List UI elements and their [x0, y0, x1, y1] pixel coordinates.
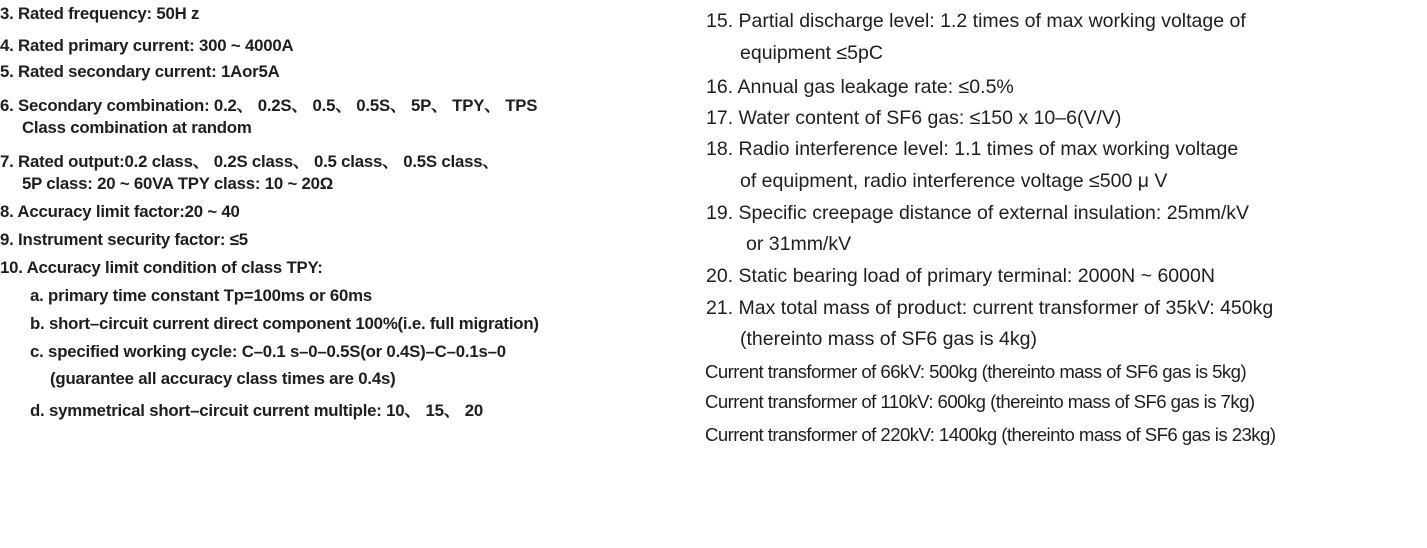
- spec-line-accuracy-factor: 8. Accuracy limit factor:20 ~ 40: [0, 202, 240, 221]
- spec-line-class-combination: Class combination at random: [22, 118, 252, 137]
- spec-line-mass-220kv: Current transformer of 220kV: 1400kg (thereinto mass of SF6 gas is 23kg): [705, 424, 1276, 445]
- spec-line-water-content: 17. Water content of SF6 gas: ≤150 x 10–6(V/V): [706, 107, 1122, 129]
- spec-line-partial-discharge: 15. Partial discharge level: 1.2 times of max working voltage of: [706, 10, 1246, 32]
- spec-line-creepage: 19. Specific creepage distance of external insulation: 25mm/kV: [706, 202, 1250, 224]
- spec-line-tpy-c-note: (guarantee all accuracy class times are 0.4s): [50, 369, 396, 388]
- spec-line-bearing-load: 20. Static bearing load of primary terminal: 2000N ~ 6000N: [706, 265, 1215, 287]
- spec-line-radio-voltage: of equipment, radio interference voltage ≤500 μ V: [740, 170, 1168, 192]
- spec-line-creepage-alt: or 31mm/kV: [746, 233, 852, 255]
- spec-line-mass-35kv-note: (thereinto mass of SF6 gas is 4kg): [740, 328, 1037, 350]
- spec-line-output-values: 5P class: 20 ~ 60VA TPY class: 10 ~ 20Ω: [22, 174, 334, 193]
- spec-line-tpy-c: c. specified working cycle: C–0.1 s–0–0.5S(or 0.4S)–C–0.1s–0: [30, 342, 506, 361]
- spec-line-tpy-condition: 10. Accuracy limit condition of class TPY:: [0, 258, 323, 277]
- spec-line-tpy-a: a. primary time constant Tp=100ms or 60ms: [30, 286, 373, 305]
- spec-line-rated-frequency: 3. Rated frequency: 50H z: [0, 4, 200, 23]
- spec-line-tpy-b: b. short–circuit current direct component 100%(i.e. full migration): [30, 314, 539, 333]
- spec-line-rated-output: 7. Rated output:0.2 class、 0.2S class、 0.5 class、 0.5S class、: [0, 152, 499, 171]
- spec-line-gas-leakage: 16. Annual gas leakage rate: ≤0.5%: [706, 76, 1014, 98]
- spec-line-mass-66kv: Current transformer of 66kV: 500kg (thereinto mass of SF6 gas is 5kg): [705, 361, 1247, 382]
- spec-line-secondary-combination: 6. Secondary combination: 0.2、 0.2S、 0.5、 0.5S、 5P、 TPY、 TPS: [0, 96, 538, 115]
- spec-line-primary-current: 4. Rated primary current: 300 ~ 4000A: [0, 36, 294, 55]
- spec-line-secondary-current: 5. Rated secondary current: 1Aor5A: [0, 62, 280, 81]
- spec-line-tpy-d: d. symmetrical short–circuit current multiple: 10、 15、 20: [30, 401, 484, 420]
- spec-line-mass-110kv: Current transformer of 110kV: 600kg (thereinto mass of SF6 gas is 7kg): [705, 391, 1255, 412]
- spec-line-radio-interference: 18. Radio interference level: 1.1 times of max working voltage: [706, 138, 1239, 160]
- spec-line-total-mass: 21. Max total mass of product: current transformer of 35kV: 450kg: [706, 297, 1274, 319]
- spec-line-security-factor: 9. Instrument security factor: ≤5: [0, 230, 248, 249]
- spec-line-pd-equipment: equipment ≤5pC: [740, 42, 883, 64]
